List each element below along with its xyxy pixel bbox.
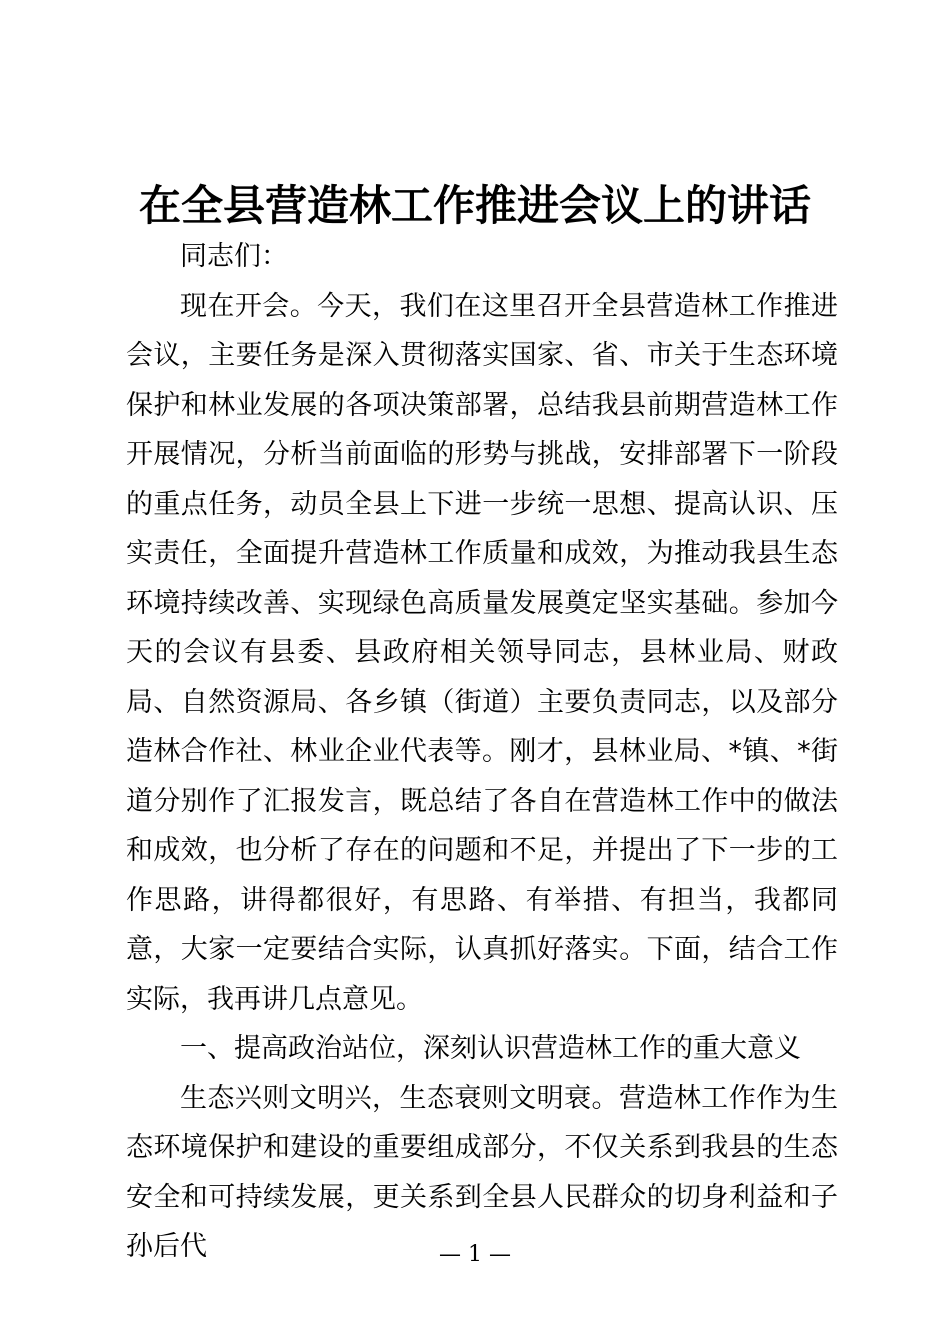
document-body xyxy=(126,232,838,1272)
document-title: 在全县营造林工作推进会议上的讲话 xyxy=(138,181,811,230)
section-1-paragraph: 生态兴则文明兴，生态衰则文明衰。营造林工作作为生态环境保护和建设的重要组成部分，不仅关系到我县的生态安全和可持续发展，更关系到全县人民群众的切身利益和子孙后代 xyxy=(126,1082,838,1262)
salutation: 同志们： xyxy=(180,241,288,272)
opening-paragraph: 现在开会。今天，我们在这里召开全县营造林工作推进会议，主要任务是深入贯彻落实国家、省、市关于生态环境保护和林业发展的各项决策部署，总结我县前期营造林工作开展情况，分析当前面临的形势与挑战，安排部署下一阶段的重点任务，动员全县上下进一步统一思想、提高认识、压实责任，全面提升营造林工作质量和成效，为推动我县生态环境持续改善、实现绿色高质量发展奠定坚实基础。参加今天的会议有县委、县政府相关领导同志，县林业局、财政局、自然资源局、各乡镇（街道）主要负责同志，以及部分造林合作社、林业企业代表等。刚才，县林业局、*镇、*街道分别作了汇报发言，既总结了各自在营造林工作中的做法和成效，也分析了存在的问题和不足，并提出了下一步的工作思路，讲得都很好，有思路、有举措、有担当，我都同意，大家一定要结合实际，认真抓好落实。下面，结合工作实际，我再讲几点意见。 xyxy=(126,290,838,1015)
section-heading-1: 一、提高政治站位，深刻认识营造林工作的重大意义 xyxy=(180,1033,801,1064)
page-number: — 1 — xyxy=(439,1242,511,1267)
